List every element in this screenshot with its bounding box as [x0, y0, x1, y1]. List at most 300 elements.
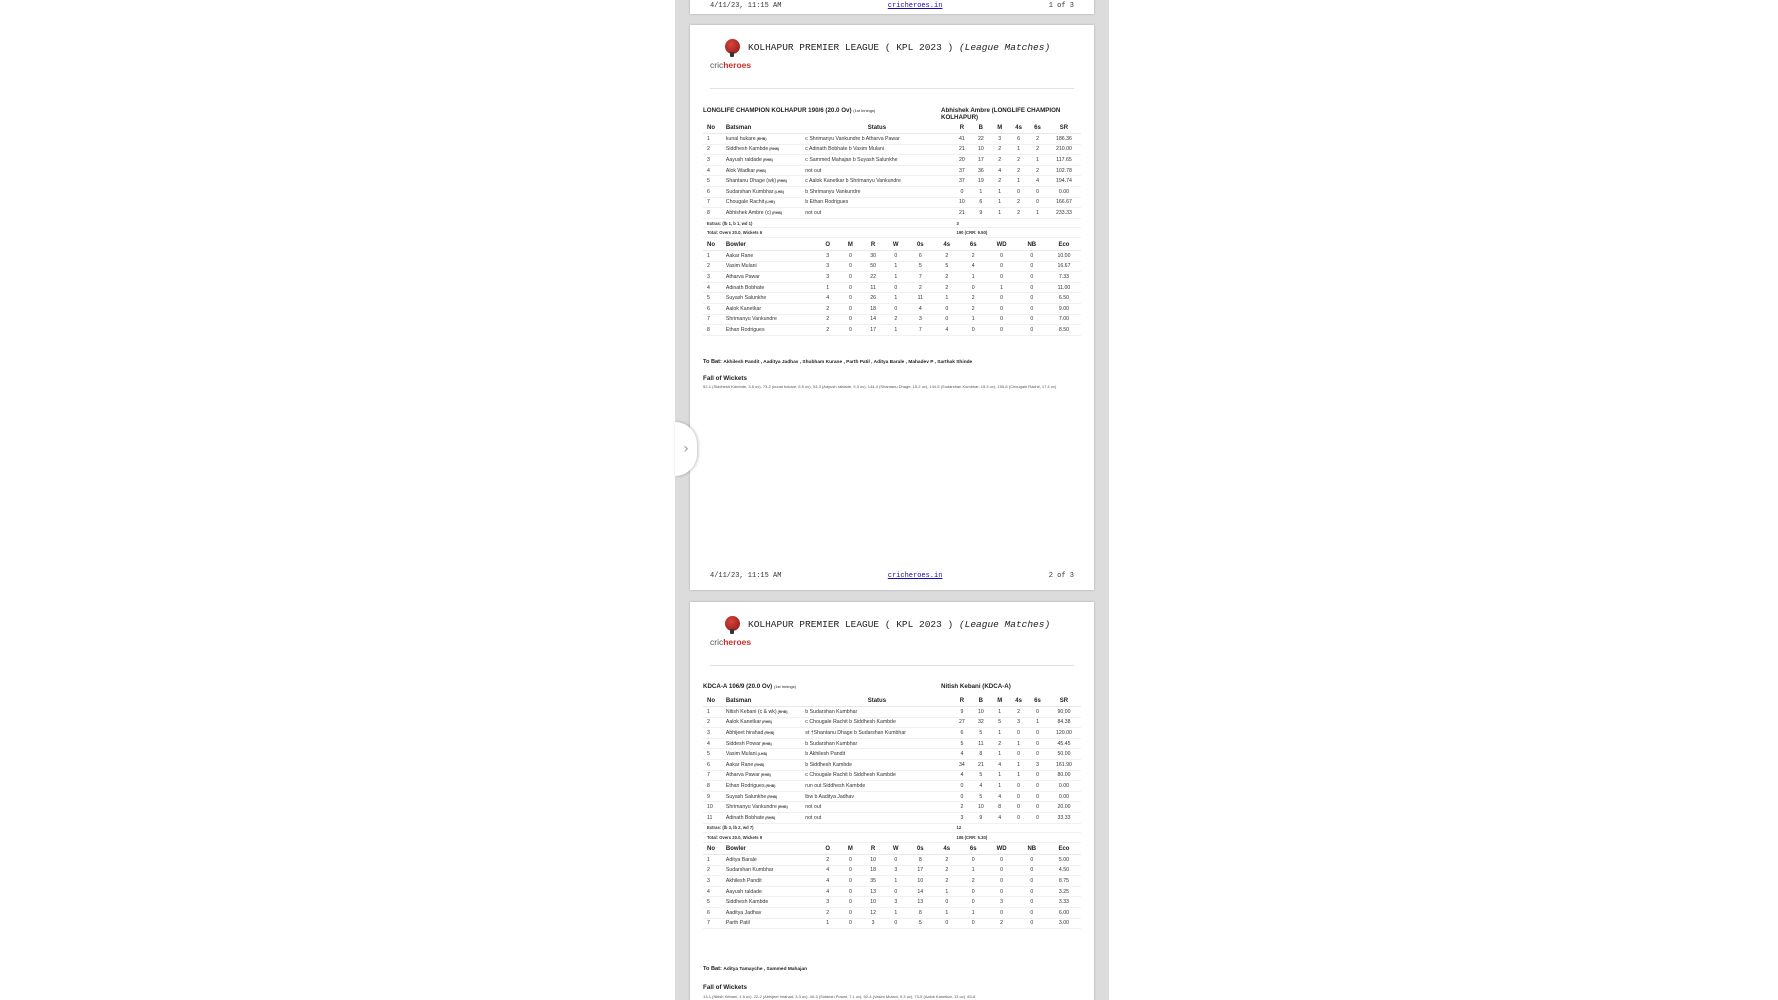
batsman-name: [722, 781, 801, 792]
stat-r: 5: [960, 740, 964, 747]
stat-sr: 120.00: [1056, 729, 1072, 736]
bowler-name: Aditya Barale: [725, 856, 757, 863]
column-header: 0s: [907, 240, 933, 251]
innings-header: [703, 683, 1081, 690]
stat-m: 4: [998, 761, 1002, 768]
table-row: [703, 707, 1081, 718]
stat-w: 0: [894, 888, 898, 895]
stat-b: 36: [977, 167, 984, 174]
stat-m: 0: [848, 899, 852, 906]
stat-r: 18: [870, 867, 876, 874]
table-row: [703, 134, 1081, 145]
stat-m: 8: [998, 804, 1002, 811]
stat-o: 4: [826, 295, 830, 302]
footer-datetime: 4/11/23, 11:15 AM: [710, 572, 782, 580]
stat-f: 2: [945, 273, 949, 280]
stat-wd: 0: [1000, 867, 1004, 874]
stat-nb: 0: [1030, 252, 1034, 259]
column-header: B: [971, 123, 990, 134]
stat-f: 4: [945, 326, 949, 333]
table-row: [703, 886, 1081, 897]
stat-r: 26: [870, 295, 876, 302]
column-header: 6s: [960, 240, 986, 251]
batsman-name-text: Aayush raldade: [725, 156, 762, 163]
stat-f: 5: [945, 263, 949, 270]
dismissal-status: c Shrimanyu Vankundre b Atharva Pawar: [805, 135, 900, 142]
stat-m: 1: [998, 188, 1002, 195]
batsman-name-text: Abhishek Ambre (c): [725, 209, 772, 216]
bowler-name: Aayush raldade: [725, 888, 762, 895]
batsman-role: (LHB): [756, 752, 768, 757]
column-header: R: [953, 696, 972, 707]
stat-s: 1: [971, 316, 975, 323]
stat-m: 1: [998, 751, 1002, 758]
stat-o: 3: [826, 252, 830, 259]
stat-m: 1: [998, 708, 1002, 715]
stat-m: 0: [848, 326, 852, 333]
column-header: M: [839, 844, 862, 855]
stat-z: 13: [917, 899, 924, 906]
stat-s: 1: [1036, 719, 1039, 726]
batsman-name-text: Nitish Kebani (c & wk): [725, 708, 777, 715]
column-header: O: [816, 844, 839, 855]
stat-w: 1: [894, 273, 898, 280]
stat-s: 0: [1036, 804, 1039, 811]
column-header: 4s: [934, 844, 960, 855]
bowler-number: 5: [707, 295, 710, 302]
stat-r: 6: [960, 729, 964, 736]
dismissal-status: run out Siddhesh Kambde: [805, 782, 866, 789]
footer-page-number: 2 of 3: [1048, 572, 1074, 580]
stat-o: 4: [826, 888, 830, 895]
total-row: [703, 833, 1081, 843]
column-header: 4s: [1009, 123, 1028, 134]
batsman-name: [722, 738, 801, 749]
stat-r: 35: [870, 877, 876, 884]
stat-nb: 0: [1030, 909, 1034, 916]
stat-o: 1: [826, 920, 830, 927]
batting-scorecard: [703, 696, 1081, 843]
stat-f: 0: [1017, 751, 1021, 758]
batsman-role: (RHB): [759, 773, 771, 778]
stat-m: 0: [848, 920, 852, 927]
bowler-number: 6: [707, 305, 710, 312]
page-header: [710, 616, 1074, 666]
stat-o: 3: [826, 899, 830, 906]
stat-m: 0: [848, 316, 852, 323]
stat-b: 11: [978, 740, 984, 747]
stat-s: 1: [1036, 156, 1039, 163]
batsman-name: [722, 717, 801, 728]
batsman-role: (RHB): [768, 147, 780, 152]
stat-nb: 0: [1030, 316, 1034, 323]
column-header: Eco: [1047, 240, 1081, 251]
league-subtitle: (League Matches): [958, 619, 1051, 630]
stat-r: 17: [870, 326, 876, 333]
column-header: 6s: [960, 844, 986, 855]
column-header: NB: [1017, 844, 1047, 855]
stat-eco: 8.50: [1058, 326, 1070, 333]
table-row: [703, 728, 1081, 739]
stat-z: 14: [917, 888, 924, 895]
column-header: R: [862, 844, 885, 855]
stat-m: 5: [998, 719, 1002, 726]
stat-eco: 16.67: [1057, 263, 1071, 270]
stat-m: 2: [998, 178, 1002, 185]
stat-r: 12: [870, 909, 876, 916]
stat-wd: 0: [1000, 316, 1004, 323]
column-header: 6s: [1028, 123, 1047, 134]
column-header: No: [703, 123, 722, 134]
batsman-name: [722, 791, 801, 802]
stat-r: 18: [870, 305, 876, 312]
column-header: 4s: [934, 240, 960, 251]
table-row: [703, 176, 1081, 187]
stat-r: 9: [960, 708, 964, 715]
stat-b: 5: [979, 793, 983, 800]
table-row: [703, 781, 1081, 792]
stat-b: 4: [979, 782, 983, 789]
bowler-name: Ethan Rodrigues: [725, 326, 765, 333]
bowling-scorecard: [703, 844, 1081, 929]
stat-z: 5: [918, 263, 922, 270]
stat-eco: 5.00: [1058, 856, 1070, 863]
batsman-role: (RHB): [776, 805, 788, 810]
bowler-name: Shrimanyu Vankundre: [725, 316, 777, 323]
stat-r: 14: [870, 316, 876, 323]
stat-sr: 0.00: [1058, 188, 1070, 195]
stat-eco: 11.00: [1057, 284, 1071, 291]
footer-link[interactable]: cricheroes.in: [887, 2, 943, 10]
bowler-number: 6: [707, 909, 710, 916]
stat-b: 9: [979, 209, 983, 216]
batsman-role: (LHB): [773, 189, 784, 194]
stat-r: 37: [959, 167, 965, 174]
stat-f: 2: [945, 877, 949, 884]
batsman-name: [722, 759, 801, 770]
stat-wd: 0: [1000, 909, 1004, 916]
stat-w: 1: [894, 877, 898, 884]
table-row: [703, 759, 1081, 770]
stat-f: 1: [1017, 146, 1021, 153]
stat-m: 0: [848, 252, 852, 259]
batsman-role: (RHB): [776, 709, 788, 714]
stat-m: 2: [998, 146, 1002, 153]
stat-b: 10: [977, 708, 984, 715]
stat-z: 8: [918, 909, 922, 916]
stat-s: 0: [1036, 188, 1039, 195]
stat-sr: 80.00: [1057, 772, 1071, 779]
bowler-number: 1: [707, 252, 710, 259]
stat-wd: 0: [1000, 263, 1004, 270]
batsman-number: 8: [707, 209, 710, 216]
stat-b: 32: [977, 719, 984, 726]
pdf-page-1: [690, 0, 1094, 14]
bowler-number: 2: [707, 263, 710, 270]
batsman-number: 4: [707, 167, 710, 174]
dismissal-status: c Adinath Bobhate b Vasim Mulani: [805, 146, 884, 153]
stat-nb: 0: [1030, 920, 1034, 927]
batsman-name: [722, 144, 801, 155]
stat-b: 1: [979, 188, 983, 195]
stat-wd: 0: [1000, 305, 1004, 312]
extras-row: [703, 218, 1081, 228]
dismissal-status: st †Shantanu Dhage b Sudarshan Kumbhar: [805, 729, 906, 736]
batsman-role: (RHB): [761, 720, 772, 725]
batsman-name: [722, 208, 801, 219]
column-header: M: [990, 696, 1009, 707]
dismissal-status: not out: [805, 209, 822, 216]
stat-z: 10: [917, 877, 924, 884]
stat-s: 2: [1036, 167, 1039, 174]
stat-f: 1: [945, 888, 949, 895]
stat-r: 27: [959, 719, 965, 726]
stat-r: 0: [960, 782, 964, 789]
batsman-name-text: Adinath Bobhate: [725, 814, 765, 821]
stat-f: 0: [1017, 793, 1021, 800]
stat-s: 0: [1036, 782, 1039, 789]
stat-b: 22: [977, 135, 984, 142]
bowler-number: 4: [707, 888, 710, 895]
column-header: R: [862, 240, 885, 251]
fall-of-wickets-title: Fall of Wickets: [703, 984, 748, 991]
stat-b: 5: [979, 729, 983, 736]
stat-nb: 0: [1030, 888, 1034, 895]
stat-w: 0: [894, 284, 898, 291]
extras-label: Extras: (lb 3, lb 2, wd 7): [707, 825, 754, 831]
stat-s: 2: [971, 305, 975, 312]
stat-f: 1: [1017, 761, 1021, 768]
table-row: [703, 876, 1081, 887]
stat-sr: 194.74: [1056, 178, 1072, 185]
stat-wd: 0: [1000, 273, 1004, 280]
column-header: Batsman: [722, 123, 801, 134]
batsman-role: (RHB): [761, 157, 773, 162]
stat-sr: 161.90: [1056, 761, 1072, 768]
table-row: [703, 155, 1081, 166]
stat-sr: 117.65: [1056, 156, 1072, 163]
table-row: [703, 186, 1081, 197]
stat-r: 10: [870, 899, 876, 906]
stat-eco: 6.50: [1058, 295, 1070, 302]
batsman-number: 10: [707, 804, 713, 811]
column-header: SR: [1047, 123, 1081, 134]
innings-team-score: LONGLIFE CHAMPION KOLHAPUR 190/6 (20.0 Ov) (1st Innings): [703, 107, 876, 114]
batsman-number: 7: [707, 772, 710, 779]
stat-w: 0: [894, 305, 898, 312]
bowler-number: 1: [707, 856, 710, 863]
batsman-name-text: Atharva Pawar: [725, 772, 760, 779]
stat-f: 0: [1017, 814, 1021, 821]
batsman-number: 1: [707, 708, 710, 715]
bowling-scorecard: [703, 240, 1081, 336]
batsman-name-text: kunal hukare: [725, 135, 756, 142]
stat-m: 0: [848, 909, 852, 916]
to-bat: To Bat: Aditya Tamayche , Sammed Mahajan: [703, 966, 808, 972]
table-row: [703, 897, 1081, 908]
innings-team-score: KDCA-A 106/9 (20.0 Ov) (1st Innings): [703, 683, 796, 690]
total-row: [703, 228, 1081, 238]
bowler-name: Adinath Bobhate: [725, 284, 765, 291]
player-of-match: Nitish Kebani (KDCA-A): [941, 683, 1011, 690]
stat-m: 4: [998, 167, 1002, 174]
stat-s: 1: [1036, 209, 1039, 216]
stat-f: 1: [945, 909, 949, 916]
column-header: M: [839, 240, 862, 251]
stat-eco: 6.00: [1058, 909, 1070, 916]
total-value: 106 (CRR: 5.30): [956, 834, 988, 840]
batsman-name-text: Aakar Rane: [725, 761, 754, 768]
stat-s: 0: [971, 888, 975, 895]
column-header: WD: [986, 240, 1016, 251]
column-header: Batsman: [722, 696, 801, 707]
bowler-name: Vasim Mulani: [725, 263, 757, 270]
stat-nb: 0: [1030, 899, 1034, 906]
stat-z: 3: [918, 316, 922, 323]
stat-f: 0: [1017, 729, 1021, 736]
table-row: [703, 293, 1081, 304]
to-bat-players: Aditya Tamayche , Sammed Mahajan: [723, 967, 808, 972]
stat-eco: 3.25: [1058, 888, 1070, 895]
stat-z: 6: [918, 252, 922, 259]
stat-r: 10: [870, 856, 876, 863]
dismissal-status: b Shrimanyu Vankundre: [805, 188, 861, 195]
stat-r: 30: [870, 252, 876, 259]
stat-wd: 2: [1000, 920, 1004, 927]
stat-wd: 0: [1000, 252, 1004, 259]
batsman-role: (RHB): [776, 179, 787, 184]
bowler-name: Siddhesh Kambde: [725, 899, 769, 906]
stat-m: 1: [998, 729, 1002, 736]
stat-s: 2: [971, 295, 975, 302]
batsman-name-text: Shrimanyu Vankundre: [725, 804, 777, 811]
stat-f: 0: [1017, 188, 1021, 195]
batsman-number: 5: [707, 751, 710, 758]
stat-s: 0: [971, 856, 975, 863]
bowler-name: Akhilesh Pandit: [725, 877, 762, 884]
fall-of-wickets-text: 13-1 (Nitish Kebani, 1.5 ov), 22-2 (Abhijeet hirahad, 3.3 ov), 40-3 (Siddesh Powar, 7.1 ov), 52-4 (Vasim Mulani, 9.3 ov), 73-5 (Aalok Kanetkar, 13 ov), 83-6: [703, 994, 976, 999]
pdf-viewer[interactable]: [675, 0, 1109, 1000]
stat-f: 2: [945, 284, 949, 291]
stat-eco: 7.33: [1058, 273, 1070, 280]
stat-b: 17: [977, 156, 984, 163]
chevron-right-icon: ›: [683, 441, 689, 457]
table-row: [703, 165, 1081, 176]
stat-f: 1: [1017, 178, 1021, 185]
batsman-role: (RHB): [755, 168, 766, 173]
stat-f: 2: [945, 252, 949, 259]
batsman-name: [722, 197, 801, 208]
stat-s: 3: [1036, 761, 1039, 768]
stat-z: 4: [918, 305, 922, 312]
stat-wd: 0: [1000, 326, 1004, 333]
column-header: NB: [1017, 240, 1047, 251]
stat-f: 1: [1017, 772, 1021, 779]
table-row: [703, 314, 1081, 325]
pdf-page-2: [690, 25, 1094, 590]
stat-s: 0: [1036, 740, 1039, 747]
stat-o: 4: [826, 877, 830, 884]
batsman-name-text: Siddhesh Kambde: [725, 146, 769, 153]
stat-s: 0: [1036, 793, 1039, 800]
batsman-number: 3: [707, 729, 710, 736]
batsman-name: [722, 812, 801, 823]
bowler-number: 7: [707, 316, 710, 323]
batsman-number: 6: [707, 188, 710, 195]
batsman-number: 2: [707, 146, 710, 153]
table-row: [703, 749, 1081, 760]
stat-z: 17: [917, 867, 924, 874]
stat-z: 5: [918, 920, 922, 927]
batsman-role: (RHB): [771, 210, 783, 215]
bowler-number: 7: [707, 920, 710, 927]
table-row: [703, 261, 1081, 272]
bowler-number: 2: [707, 867, 710, 874]
stat-z: 2: [918, 284, 922, 291]
stat-s: 4: [971, 263, 975, 270]
table-row: [703, 303, 1081, 314]
league-title: KOLHAPUR PREMIER LEAGUE ( KPL 2023 ) (League Matches): [748, 619, 1051, 630]
bowler-name: Sudarshan Kumbhar: [725, 867, 774, 874]
stat-r: 10: [959, 199, 965, 206]
stat-s: 0: [971, 326, 975, 333]
bowler-number: 5: [707, 899, 710, 906]
bowler-number: 8: [707, 326, 710, 333]
stat-w: 3: [894, 867, 898, 874]
extras-value: 3: [956, 220, 959, 226]
stat-f: 2: [1017, 156, 1021, 163]
batsman-role: (RHB): [763, 730, 775, 735]
stat-o: 2: [826, 326, 830, 333]
dismissal-status: b Sudarshan Kumbhar: [805, 708, 858, 715]
dismissal-status: not out: [805, 167, 822, 174]
stat-f: 3: [1017, 719, 1021, 726]
stat-nb: 0: [1030, 326, 1034, 333]
stat-m: 0: [848, 295, 852, 302]
total-label: Total: Overs 20.0, Wickets 9: [707, 834, 763, 840]
stat-sr: 233.33: [1056, 209, 1072, 216]
column-header: No: [703, 240, 722, 251]
stat-sr: 20.00: [1057, 804, 1071, 811]
dismissal-status: c Chougale Rachit b Siddhesh Kambde: [805, 772, 896, 779]
bowler-name: Aakar Rane: [725, 252, 754, 259]
stat-r: 22: [870, 273, 876, 280]
stat-f: 0: [1017, 782, 1021, 789]
pdf-page-3: [690, 602, 1094, 1000]
stat-m: 1: [998, 199, 1002, 206]
stat-w: 1: [894, 295, 898, 302]
stat-sr: 45.45: [1057, 740, 1071, 747]
stat-eco: 9.00: [1058, 305, 1070, 312]
batsman-name-text: Sudarshan Kumbhar: [725, 188, 774, 195]
stat-m: 0: [848, 867, 852, 874]
stat-s: 4: [1036, 178, 1039, 185]
stat-nb: 0: [1030, 305, 1034, 312]
table-row: [703, 717, 1081, 728]
stat-sr: 0.00: [1058, 782, 1070, 789]
stat-z: 8: [918, 856, 922, 863]
stat-nb: 0: [1030, 284, 1034, 291]
batsman-number: 7: [707, 199, 710, 206]
batsman-number: 5: [707, 178, 710, 185]
stat-r: 2: [960, 804, 964, 811]
stat-nb: 0: [1030, 867, 1034, 874]
footer-link[interactable]: cricheroes.in: [887, 572, 943, 580]
page-footer: [710, 2, 1074, 10]
dismissal-status: c Aalok Kanetkar b Shrimanyu Vankundre: [805, 178, 901, 185]
stat-s: 0: [971, 284, 975, 291]
league-subtitle: (League Matches): [958, 42, 1051, 53]
